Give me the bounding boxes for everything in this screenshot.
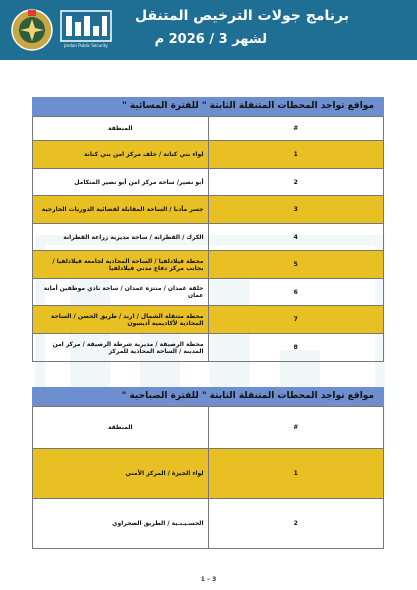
morning-section — [32, 387, 384, 549]
public-security-logo — [60, 10, 112, 50]
row-number-cell: 6 — [208, 279, 384, 306]
page-subtitle: لشهر 3 / 2026 م — [154, 32, 267, 47]
region-cell: أبو نصير/ ساحة مركز امن أبو نصير المتكامل — [33, 169, 209, 196]
table-row — [33, 169, 384, 196]
table-row — [33, 499, 384, 549]
column-header-region: المنطقة — [33, 117, 209, 141]
morning-section-title: مواقع تواجد المحطات المتنقلة الثابتة " للفترة الصباحية " — [32, 387, 384, 406]
table-row — [33, 224, 384, 251]
row-number-cell: 2 — [208, 169, 384, 196]
table-row — [33, 449, 384, 499]
table-row — [33, 306, 384, 334]
evening-section-title: مواقع تواجد المحطات المتنقلة الثابتة " للفترة المسائية " — [32, 97, 384, 116]
header-bar — [0, 0, 417, 60]
region-cell: لواء الجيزة / المركز الأمني — [33, 449, 209, 499]
row-number-cell: 8 — [208, 334, 384, 362]
row-number-cell: 1 — [208, 141, 384, 169]
public-security-logo-icon — [60, 10, 112, 42]
row-number-cell: 1 — [208, 449, 384, 499]
row-number-cell: 3 — [208, 196, 384, 224]
table-header-row — [33, 117, 384, 141]
table-row — [33, 196, 384, 224]
column-header-number: # — [208, 117, 384, 141]
table-header-row — [33, 407, 384, 449]
region-cell: الحسـيـنـية / الطريق الصحراوي — [33, 499, 209, 549]
evening-table — [32, 116, 384, 362]
page-title: برنامج جولات الترخيص المتنقل — [134, 8, 349, 24]
jordan-emblem-icon — [10, 8, 54, 52]
column-header-region: المنطقة — [33, 407, 209, 449]
column-header-number: # — [208, 407, 384, 449]
region-cell: محطة الرصيفة / مديرية شرطة الرصيفة / مركز امن المدينة / الساحة المحاذية للمركز — [33, 334, 209, 362]
region-cell: لواء بني كنانة / خلف مركز امن بني كنانة — [33, 141, 209, 169]
region-cell: حلقة غمدان / منتزه غمدان / ساحة نادي موظفين أمانة عمان — [33, 279, 209, 306]
table-row — [33, 334, 384, 362]
region-cell: محطة متنقلة الشمال / اربد / طريق الحصن / الساحة المحاذية لأكاديمية أديسون — [33, 306, 209, 334]
region-cell: الكرك / القطرانة / ساحة مديرية زراعة القطرانة — [33, 224, 209, 251]
table-row — [33, 279, 384, 306]
row-number-cell: 2 — [208, 499, 384, 549]
morning-table — [32, 406, 384, 549]
evening-section — [32, 97, 384, 362]
table-row — [33, 141, 384, 169]
row-number-cell: 7 — [208, 306, 384, 334]
logo-caption: Jordan Public Security — [64, 43, 108, 48]
region-cell: جسر مأدبا / الساحة المقابلة لقضائية الدوريات الخارجية — [33, 196, 209, 224]
table-row — [33, 251, 384, 279]
page-number: 1 – 3 — [200, 576, 217, 583]
region-cell: محطة فيلادلفيا / الساحة المحاذية لجامعة فيلادلفيا / بجانب مركز دفاع مدني فيلادلفيا — [33, 251, 209, 279]
row-number-cell: 4 — [208, 224, 384, 251]
row-number-cell: 5 — [208, 251, 384, 279]
